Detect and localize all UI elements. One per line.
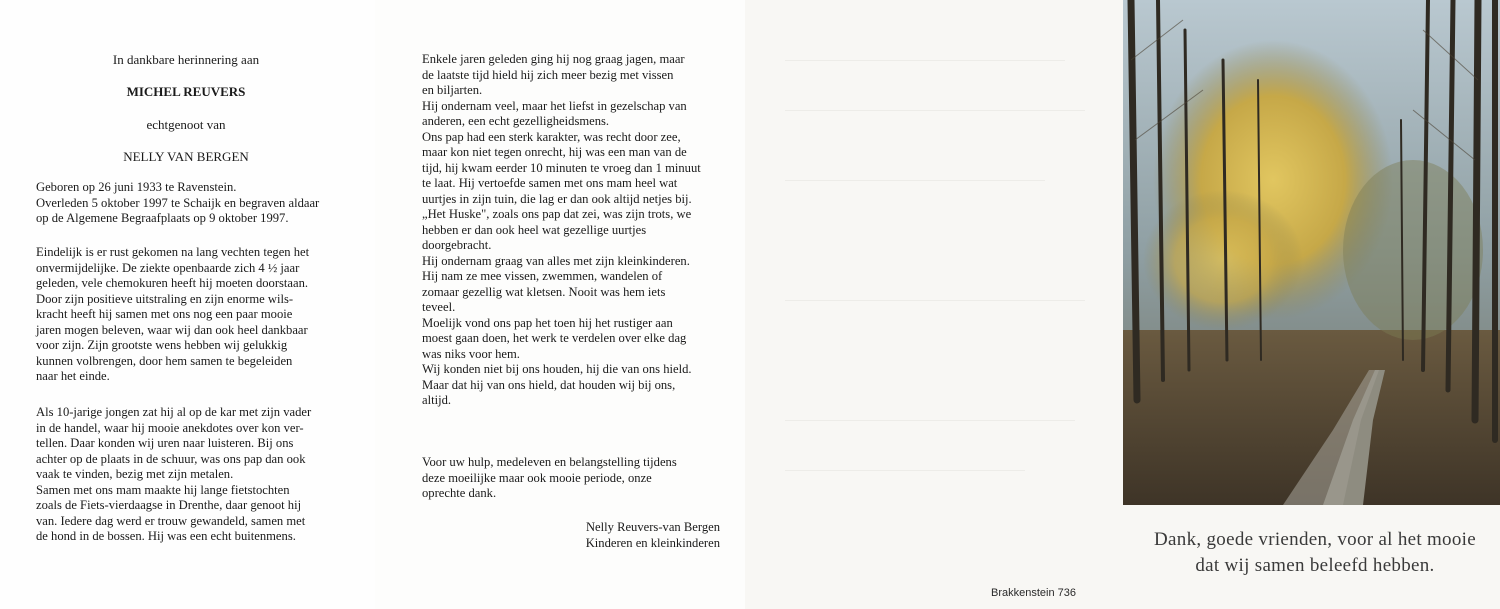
right-page bbox=[745, 0, 1500, 609]
life-dates: Geboren op 26 juni 1933 te Ravenstein. Overleden 5 oktober 1997 te Schaijk en begraven aldaar op de Algemene Begraafplaats op 9 oktober 1997. bbox=[36, 180, 320, 225]
show-through-line bbox=[785, 300, 1085, 301]
show-through-line bbox=[785, 470, 1025, 471]
intro-line: In dankbare herinnering aan bbox=[112, 52, 260, 67]
life-paragraph: Als 10-jarige jongen zat hij al op de kar met zijn vader in de handel, waar hij mooie anekdotes over kon ver- tellen. Daar konden wij uren naar luisteren. Bij ons achter op de plaats in de schuur, was ons pap dan ook vaak te vinden, bezig met zijn metalen. Samen met ons mam maakte hij lange fietstochten zoals de Fiets-vierdaagse in Drenthe, daar genoot hij van. Iedere dag werd er trouw gewandeld, samen met de hond in de bossen. Hij was een echt buitenmens. bbox=[36, 405, 312, 543]
deceased-name: MICHEL REUVERS bbox=[126, 84, 246, 99]
show-through-line bbox=[785, 420, 1075, 421]
forest-photo-image bbox=[1123, 0, 1500, 505]
spouse-name: NELLY VAN BERGEN bbox=[123, 149, 249, 164]
middle-page bbox=[375, 0, 745, 609]
caption-line-2: dat wij samen beleefd hebben. bbox=[1195, 555, 1435, 576]
publisher-code: Brakkenstein 736 bbox=[991, 587, 1076, 599]
character-paragraph: Enkele jaren geleden ging hij nog graag jagen, maar de laatste tijd hield hij zich meer bezig met vissen en biljarten. Hij ondernam veel, maar het liefst in gezelschap van anderen, een echt gezelligheidsmens. Ons pap had een sterk karakter, was recht door zee, maar kon niet tegen onrecht, hij was een man van de tijd, hij kwam eerder 10 minuten te vroeg dan 1 minuut te laat. Hij vertoefde samen met ons mam heel wat uurtjes in zijn tuin, die lag er dan ook altijd netjes bij. „Het Huske", zoals ons pap dat zei, was zijn trots, we hebben er dan ook heel wat gezellige uurtjes doorgebracht. Hij ondernam graag van alles met zijn kleinkinderen. Hij nam ze mee vissen, zwemmen, wandelen of zomaar gezellig wat kletsen. Nooit was hem iets teveel. Moelijk vond ons pap het toen hij het rustiger aan moest gaan doen, het werk te verdelen over elke dag was niks voor hem. Wij konden niet bij ons houden, hij die van ons hield. Maar dat hij van ons hield, dat houden wij bij ons, altijd. bbox=[422, 52, 701, 407]
show-through-line bbox=[785, 110, 1085, 111]
thanks-paragraph: Voor uw hulp, medeleven en belangstelling tijdens deze moeilijke maar ook mooie periode, onze oprechte dank. bbox=[422, 455, 677, 500]
signature-family: Kinderen en kleinkinderen bbox=[585, 536, 720, 550]
show-through-line bbox=[785, 180, 1045, 181]
left-page bbox=[0, 0, 375, 609]
caption-line-1: Dank, goede vrienden, voor al het mooie bbox=[1154, 529, 1476, 550]
illness-paragraph: Eindelijk is er rust gekomen na lang vechten tegen het onvermijdelijke. De ziekte openbaarde zich 4 ½ jaar geleden, vele chemokuren heeft hij moeten doorstaan. Door zijn positieve uitstraling en zijn enorme wils- kracht heeft hij samen met ons nog een paar mooie jaren mogen beleven, waar wij dan ook heel dankbaar voor zijn. Zijn grootste wens hebben wij gelukkig kunnen volbrengen, door hem samen te begeleiden naar het einde. bbox=[36, 245, 310, 383]
show-through-line bbox=[785, 60, 1065, 61]
signature-widow: Nelly Reuvers-van Bergen bbox=[585, 520, 720, 534]
autumn-forest-path-photo bbox=[1123, 0, 1500, 505]
spouse-intro: echtgenoot van bbox=[146, 117, 226, 132]
